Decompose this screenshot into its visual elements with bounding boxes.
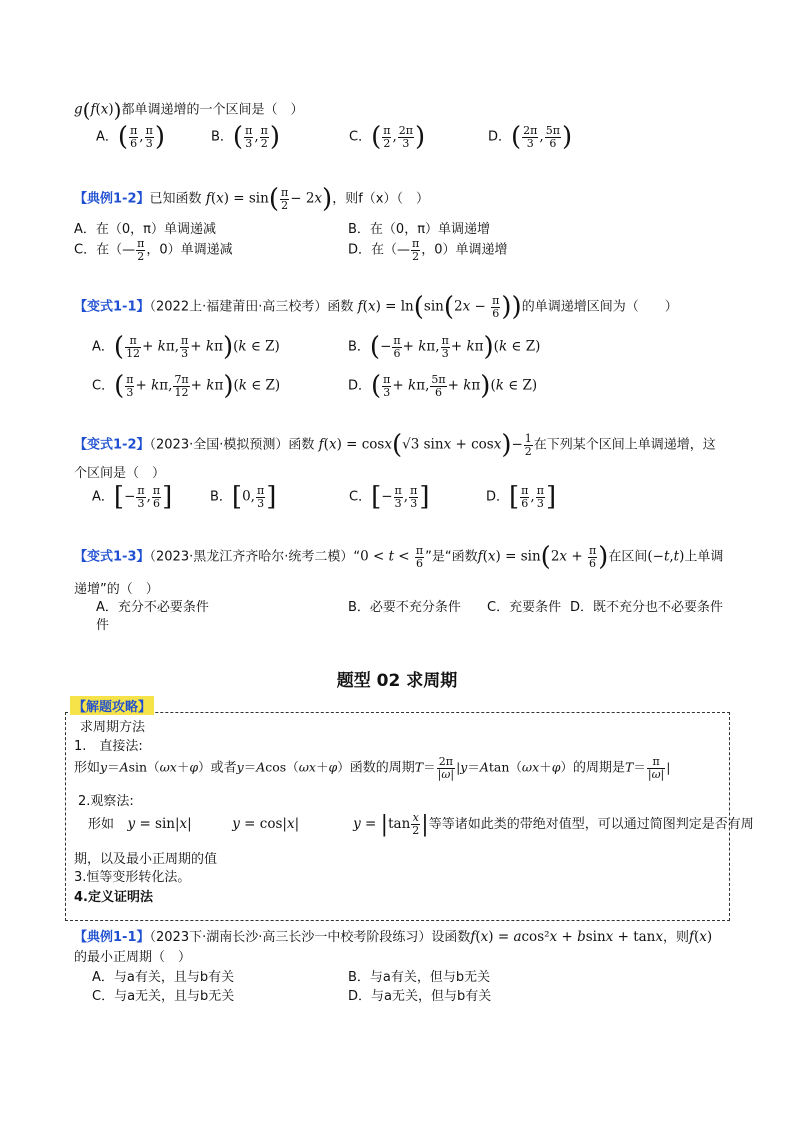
q0-option-a[interactable]: A．( $\frac{\pi}{6}$ , $\frac{\pi}{3}$ ) <box>96 122 165 152</box>
strategy-line-8: 4.定义证明法 <box>74 890 153 905</box>
variant-1-1-option-d[interactable]: D．( $\frac{\pi}{3}$ + kπ, $\frac{5\pi}{6}$ + kπ)(k ∈ Z) <box>348 371 538 401</box>
example-1-1-option-d[interactable]: D．与a无关，但与b有关 <box>348 989 492 1004</box>
variant-1-2-stem: 【变式1-2】（2023·全国·模拟预测）函数 f(x) = cosx(√3 sinx + cosx)− $\frac{1}{2}$ 在下列某个区间上单调递增，这 <box>74 430 716 460</box>
strategy-line-5: 形如 y = sin|x| y = cos|x| y = |tan $\frac{x}{2}$ |等等诸如此类的带绝对值型，可以通过简图判定是否有周 <box>88 811 754 837</box>
strategy-tag: 【解题攻略】 <box>70 696 154 715</box>
strategy-line-3: 形如y＝Asin（ωx＋φ）或者y＝Acos（ωx＋φ）函数的周期T＝ $\frac{2\pi}{|\omega|}$ |y＝Atan（ωx＋φ）的周期是T＝ $\frac{\pi}{|\omega|}$ | <box>74 755 671 781</box>
strategy-line-1: 求周期方法 <box>80 720 146 735</box>
example-1-2-option-d[interactable]: D．在（— $\frac{\pi}{2}$ ，0）单调递增 <box>348 237 508 263</box>
variant-1-2-option-b[interactable]: B．[0, $\frac{\pi}{3}$ ] <box>210 482 277 512</box>
example-1-2-option-a[interactable]: A．在（0，π）单调递减 <box>74 222 216 237</box>
q0-option-c[interactable]: C．( $\frac{\pi}{2}$ , $\frac{2\pi}{3}$ ) <box>349 122 426 152</box>
variant-1-3-stem: 【变式1-3】（2023·黑龙江齐齐哈尔·统考二模）“0 < t < $\frac{\pi}{6}$ ”是“函数f(x) = sin(2x + $\frac{\pi}{6}$ )在区间(−t,t)上单调 <box>74 542 724 572</box>
variant-1-3-option-a[interactable]: A．充分不必要条件 <box>96 600 209 615</box>
example-1-2-option-c[interactable]: C．在（— $\frac{\pi}{2}$ ，0）单调递减 <box>74 237 233 263</box>
q0-stem: g(f(x))都单调递增的一个区间是（ ） <box>74 98 304 122</box>
example-1-1-stem: 【典例1-1】（2023下·湖南长沙·高三长沙一中校考阶段练习）设函数f(x) = acos²x + bsinx + tanx，则f(x) <box>74 929 713 945</box>
variant-1-3-option-a-wrap: 件 <box>96 618 110 633</box>
variant-1-2-option-d[interactable]: D．[ $\frac{\pi}{6}$ , $\frac{\pi}{3}$ ] <box>486 482 557 512</box>
variant-1-1-option-b[interactable]: B．(− $\frac{\pi}{6}$ + kπ, $\frac{\pi}{3}$ + kπ)(k ∈ Z) <box>348 332 541 362</box>
q0-option-d[interactable]: D．( $\frac{2\pi}{3}$ , $\frac{5\pi}{6}$ ) <box>488 122 573 152</box>
strategy-line-2: 1. 直接法: <box>74 739 143 754</box>
q0-option-b[interactable]: B．( $\frac{\pi}{3}$ , $\frac{\pi}{2}$ ) <box>211 122 280 152</box>
example-1-1-option-b[interactable]: B．与a有关，但与b无关 <box>348 970 491 985</box>
example-1-2-stem: 【典例1-2】已知函数 f(x) = sin( $\frac{\pi}{2}$ − 2x)，则f（x）（ ） <box>74 184 429 214</box>
variant-1-3-option-b[interactable]: B．必要不充分条件 <box>348 600 461 615</box>
variant-1-1-option-c[interactable]: C．( $\frac{\pi}{3}$ + kπ, $\frac{7\pi}{12}$ + kπ)(k ∈ Z) <box>92 371 281 401</box>
section-title: 题型 02 求周期 <box>336 671 458 691</box>
example-1-1-option-c[interactable]: C．与a无关，且与b无关 <box>92 989 235 1004</box>
variant-1-1-stem: 【变式1-1】（2022上·福建莆田·高三校考）函数 f(x) = ln(sin(2x − $\frac{\pi}{6}$ ))的单调递增区间为（ ） <box>74 292 678 322</box>
strategy-line-7: 3.恒等变形转化法。 <box>74 870 191 885</box>
variant-1-3-option-c[interactable]: C．充要条件 <box>487 600 562 615</box>
variant-1-2-option-c[interactable]: C．[− $\frac{\pi}{3}$ , $\frac{\pi}{3}$ ] <box>349 482 430 512</box>
variant-1-3-option-d[interactable]: D．既不充分也不必要条件 <box>570 600 724 615</box>
variant-1-1-option-a[interactable]: A．( $\frac{\pi}{12}$ + kπ, $\frac{\pi}{3}$ + kπ)(k ∈ Z) <box>92 332 280 362</box>
variant-1-2-option-a[interactable]: A．[− $\frac{\pi}{3}$ , $\frac{\pi}{6}$ ] <box>92 482 173 512</box>
example-1-1-stem-line2: 的最小正周期（ ） <box>74 950 192 965</box>
variant-1-2-stem-line2: 个区间是（ ） <box>74 466 166 481</box>
strategy-line-6: 期，以及最小正周期的值 <box>74 852 218 867</box>
example-1-1-option-a[interactable]: A．与a有关，且与b有关 <box>92 970 235 985</box>
variant-1-3-stem-line2: 递增”的（ ） <box>74 582 159 597</box>
example-1-2-option-b[interactable]: B．在（0，π）单调递增 <box>348 222 491 237</box>
strategy-line-4: 2.观察法: <box>78 794 134 809</box>
